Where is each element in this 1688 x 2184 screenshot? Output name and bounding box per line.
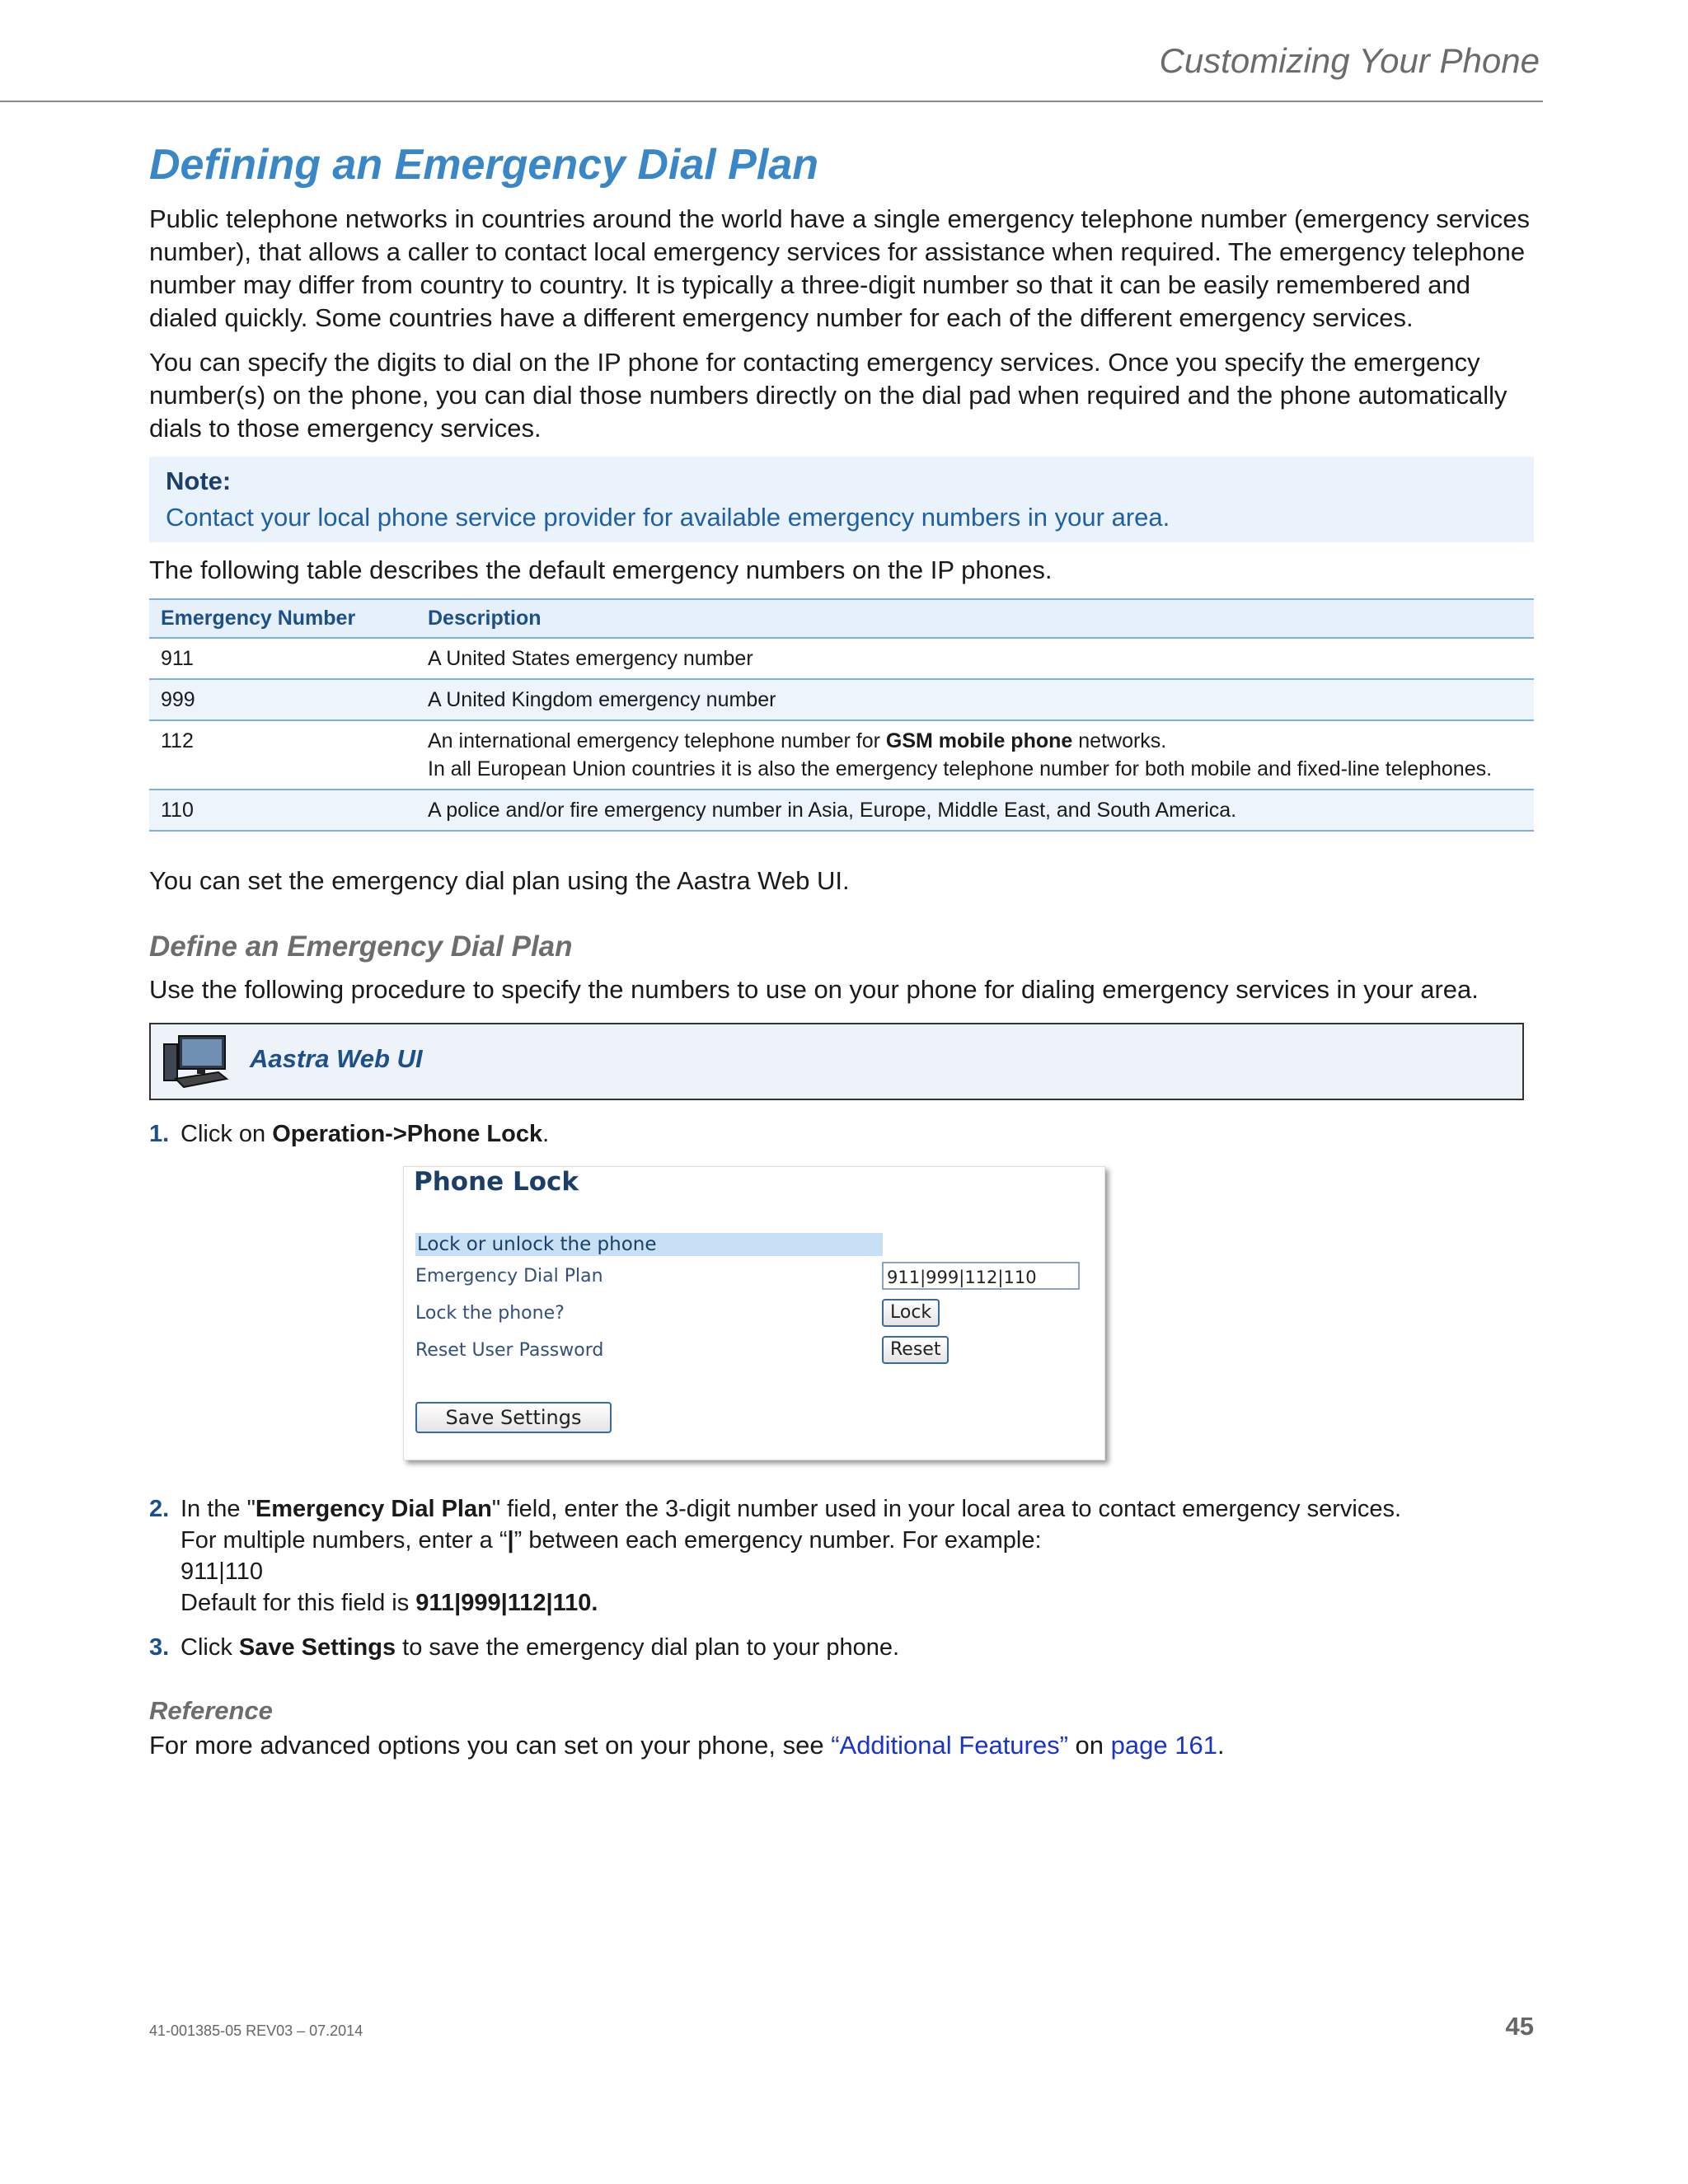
page-title: Defining an Emergency Dial Plan bbox=[149, 141, 818, 189]
emergency-number-cell: 911 bbox=[149, 638, 416, 679]
phone-lock-section-header: Lock or unlock the phone bbox=[415, 1233, 883, 1256]
step-text: " field, enter the 3-digit number used in your local area to contact emergency services. bbox=[491, 1496, 1402, 1522]
step-3 bbox=[149, 1632, 1534, 1663]
emergency-dial-plan-input[interactable]: 911|999|112|110 bbox=[882, 1262, 1080, 1290]
reference-text-post: . bbox=[1217, 1731, 1225, 1760]
emergency-number-cell: 110 bbox=[149, 790, 416, 831]
step-text: Default for this field is bbox=[181, 1590, 416, 1616]
table-header-row bbox=[149, 599, 1534, 638]
step-text: ” between each emergency number. For example: bbox=[513, 1527, 1042, 1554]
page-number: 45 bbox=[1505, 2012, 1534, 2041]
step-1 bbox=[149, 1118, 1534, 1150]
section-title: Define an Emergency Dial Plan bbox=[149, 930, 573, 963]
column-header-description: Description bbox=[416, 599, 1534, 638]
reset-button[interactable]: Reset bbox=[882, 1336, 949, 1364]
emergency-numbers-table bbox=[149, 598, 1534, 832]
description-cell: A United States emergency number bbox=[416, 638, 1534, 679]
running-head: Customizing Your Phone bbox=[1159, 41, 1540, 80]
footer-doc-id: 41-001385-05 REV03 – 07.2014 bbox=[149, 2022, 363, 2039]
step-number: 3. bbox=[149, 1634, 170, 1661]
note-box bbox=[149, 457, 1534, 542]
description-cell: A police and/or fire emergency number in Asia, Europe, Middle East, and South America. bbox=[416, 790, 1534, 831]
section-intro: Use the following procedure to specify the numbers to use on your phone for dialing emergency services in your area. bbox=[149, 975, 1479, 1004]
step-text: . bbox=[542, 1121, 550, 1147]
reference-text-mid: on bbox=[1067, 1731, 1111, 1760]
step-text: Click bbox=[181, 1634, 239, 1661]
reset-password-label: Reset User Password bbox=[415, 1340, 604, 1361]
header-rule bbox=[0, 101, 1543, 102]
column-header-number: Emergency Number bbox=[149, 599, 416, 638]
table-row bbox=[149, 790, 1534, 831]
note-title: Note: bbox=[166, 466, 232, 495]
computer-icon bbox=[161, 1033, 230, 1090]
step-example: 911|110 bbox=[181, 1558, 263, 1585]
save-settings-button[interactable]: Save Settings bbox=[415, 1402, 612, 1433]
intro-paragraph-1: Public telephone networks in countries around the world have a single emergency telephone number (emergency services number), that allows a caller to contact local emergency services for assistance when required. The emergency telephone number may differ from country to country. It is typically a three-digit number so that it can be easily remembered and dialed quickly. Some countries have a different emergency number for each of the different emergency services. bbox=[149, 204, 1530, 332]
page-content bbox=[149, 140, 1534, 1774]
phone-lock-title: Phone Lock bbox=[414, 1167, 579, 1197]
emergency-dial-plan-label: Emergency Dial Plan bbox=[415, 1266, 603, 1286]
emergency-number-cell: 999 bbox=[149, 679, 416, 720]
lock-phone-label: Lock the phone? bbox=[415, 1303, 565, 1324]
step-number: 1. bbox=[149, 1121, 170, 1147]
step-bold: Operation->Phone Lock bbox=[272, 1121, 543, 1147]
description-text: An international emergency telephone number for bbox=[428, 729, 886, 752]
intro-paragraph-2: You can specify the digits to dial on the IP phone for contacting emergency services. Once you specify the emergency number(s) on the phone, you can dial those numbers directly on the dial pad when required and the phone automatically dials to those emergency services. bbox=[149, 348, 1507, 443]
web-ui-label: Aastra Web UI bbox=[250, 1044, 423, 1073]
lock-button[interactable]: Lock bbox=[882, 1299, 940, 1327]
additional-features-link[interactable]: “Additional Features” bbox=[831, 1731, 1068, 1760]
step-bold: Save Settings bbox=[238, 1634, 396, 1661]
reference-title: Reference bbox=[149, 1696, 273, 1725]
reference-text bbox=[149, 1729, 1534, 1762]
reference-text-pre: For more advanced options you can set on your phone, see bbox=[149, 1731, 832, 1760]
step-bold: | bbox=[507, 1527, 514, 1554]
step-text: In the " bbox=[181, 1496, 256, 1522]
step-text: For multiple numbers, enter a “ bbox=[181, 1527, 508, 1554]
description-text: networks. bbox=[1072, 729, 1167, 752]
table-row bbox=[149, 720, 1534, 790]
table-intro: The following table describes the default emergency numbers on the IP phones. bbox=[149, 555, 1053, 584]
phone-lock-screenshot bbox=[403, 1166, 1105, 1460]
description-cell: A United Kingdom emergency number bbox=[416, 679, 1534, 720]
emergency-number-cell: 112 bbox=[149, 720, 416, 790]
after-table-text: You can set the emergency dial plan using the Aastra Web UI. bbox=[149, 866, 850, 895]
step-2 bbox=[149, 1493, 1534, 1619]
description-bold: GSM mobile phone bbox=[885, 729, 1073, 752]
step-bold: Emergency Dial Plan bbox=[255, 1496, 492, 1522]
step-text: Click on bbox=[181, 1121, 273, 1147]
description-cell bbox=[416, 720, 1534, 790]
table-row bbox=[149, 679, 1534, 720]
step-text: to save the emergency dial plan to your phone. bbox=[396, 1634, 900, 1661]
description-line-2: In all European Union countries it is also the emergency telephone number for both mobile and fixed-line telephones. bbox=[428, 757, 1493, 780]
step-number: 2. bbox=[149, 1496, 170, 1522]
table-row bbox=[149, 638, 1534, 679]
step-bold: 911|999|112|110. bbox=[415, 1590, 598, 1616]
web-ui-banner bbox=[149, 1023, 1524, 1100]
note-body: Contact your local phone service provider for available emergency numbers in your area. bbox=[166, 503, 1170, 532]
page-link[interactable]: page 161 bbox=[1110, 1731, 1217, 1760]
